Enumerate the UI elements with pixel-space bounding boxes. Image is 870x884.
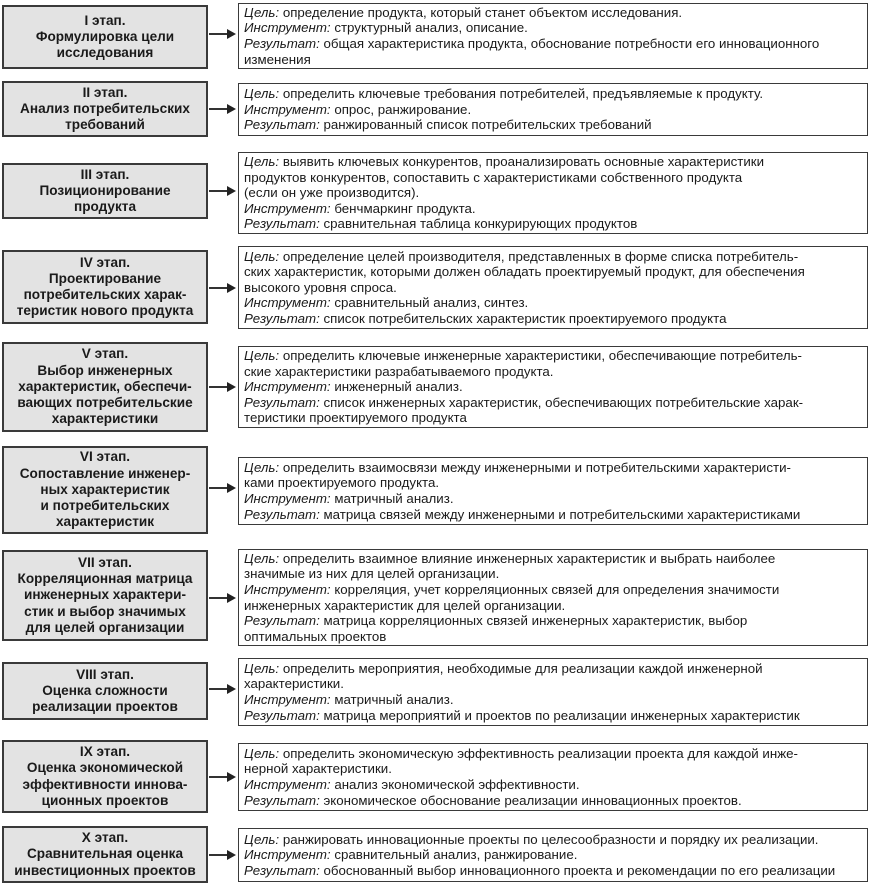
goal-label: Цель: bbox=[244, 86, 280, 102]
goal-text: определить ключевые требования потребителей, предъявляемые к продукту. bbox=[282, 86, 764, 102]
stage-number: IX этап. bbox=[79, 744, 131, 760]
goal-line bbox=[244, 154, 862, 201]
stage-title: Сравнительная оценка инвестиционных проектов bbox=[14, 846, 196, 878]
tool-text: матричный анализ. bbox=[334, 491, 454, 506]
goal-line bbox=[244, 746, 862, 777]
stage-number: IV этап. bbox=[79, 254, 131, 270]
stage-title: Корреляционная матрица инженерных характери- стик и выбор значимых для целей организации bbox=[17, 571, 193, 635]
stage-description bbox=[238, 346, 868, 428]
tool-label: Инструмент: bbox=[244, 379, 331, 395]
stage-box bbox=[2, 81, 208, 137]
stage-title: Анализ потребительских требований bbox=[20, 100, 190, 133]
tool-line bbox=[244, 582, 862, 613]
stage-box bbox=[2, 250, 208, 324]
result-line bbox=[244, 793, 862, 809]
result-label: Результат: bbox=[244, 506, 320, 522]
goal-text: выявить ключевых конкурентов, проанализировать основные характеристики продуктов конкурентов, сопоставить с характеристиками собственного продукта (если он уже производится). bbox=[244, 154, 765, 201]
goal-label: Цель: bbox=[244, 745, 280, 761]
result-line bbox=[244, 613, 862, 644]
tool-line bbox=[244, 847, 862, 863]
result-label: Результат: bbox=[244, 216, 320, 232]
tool-line bbox=[244, 491, 862, 507]
tool-text: бенчмаркинг продукта. bbox=[334, 200, 476, 216]
result-text: матрица мероприятий и проектов по реализации инженерных характеристик bbox=[323, 707, 800, 723]
tool-line bbox=[244, 102, 862, 118]
stage-description bbox=[238, 658, 868, 726]
stage-box bbox=[2, 740, 208, 813]
result-label: Результат: bbox=[244, 117, 320, 133]
goal-text: определить мероприятия, необходимые для реализации каждой инженерной характеристики. bbox=[244, 660, 763, 692]
goal-text: определить ключевые инженерные характеристики, обеспечивающие потребитель- ские характеристики разрабатываемого продукта. bbox=[244, 348, 802, 379]
stage-title: Выбор инженерных характеристик, обеспечи- вающих потребительские характеристики bbox=[17, 362, 193, 427]
result-line bbox=[244, 117, 862, 133]
goal-line bbox=[244, 5, 862, 21]
tool-line bbox=[244, 20, 862, 36]
tool-label: Инструмент: bbox=[244, 200, 331, 216]
stage-title: Проектирование потребительских харак- теристик нового продукта bbox=[16, 270, 194, 319]
tool-line bbox=[244, 692, 862, 708]
tool-label: Инструмент: bbox=[244, 692, 331, 707]
arrow-right-icon bbox=[209, 850, 236, 860]
result-text: матрица связей между инженерными и потребительскими характеристиками bbox=[323, 506, 801, 522]
result-text: ранжированный список потребительских требований bbox=[323, 117, 652, 133]
goal-label: Цель: bbox=[244, 348, 280, 364]
stage-description bbox=[238, 743, 868, 811]
result-label: Результат: bbox=[244, 862, 320, 878]
tool-line bbox=[244, 295, 862, 311]
goal-text: определение целей производителя, представленных в форме списка потребитель- ских характеристик, которыми должен обладать проектируемый продукт, для обеспечения высокого уровня спроса. bbox=[244, 248, 805, 295]
result-line bbox=[244, 507, 862, 523]
stage-number: V этап. bbox=[81, 346, 129, 362]
goal-text: определить взаимосвязи между инженерными и потребительскими характеристи- ками проектируемого продукта. bbox=[244, 459, 791, 491]
result-line bbox=[244, 311, 862, 327]
arrow-right-icon bbox=[209, 772, 236, 782]
tool-label: Инструмент: bbox=[244, 20, 331, 36]
result-text: список инженерных характеристик, обеспечивающих потребительские харак- теристики проектируемого продукта bbox=[244, 394, 804, 426]
result-label: Результат: bbox=[244, 707, 320, 723]
tool-text: сравнительный анализ, синтез. bbox=[334, 295, 529, 311]
arrow-right-icon bbox=[209, 29, 236, 39]
arrow-right-icon bbox=[209, 684, 236, 694]
tool-label: Инструмент: bbox=[244, 847, 331, 863]
goal-line bbox=[244, 661, 862, 692]
tool-line bbox=[244, 201, 862, 217]
result-line bbox=[244, 36, 862, 67]
arrow-right-icon bbox=[209, 382, 236, 392]
goal-label: Цель: bbox=[244, 660, 280, 676]
arrow-right-icon bbox=[209, 283, 236, 293]
stage-number: II этап. bbox=[82, 84, 128, 100]
goal-text: определить экономическую эффективность реализации проекта для каждой инже- нерной характеристики. bbox=[244, 745, 798, 777]
tool-text: корреляция, учет корреляционных связей для определения значимости инженерных характеристик для целей организации. bbox=[244, 581, 780, 613]
goal-label: Цель: bbox=[244, 550, 280, 566]
stage-box bbox=[2, 662, 208, 720]
stage-box bbox=[2, 550, 208, 641]
result-label: Результат: bbox=[244, 310, 320, 326]
tool-label: Инструмент: bbox=[244, 101, 331, 117]
result-label: Результат: bbox=[244, 792, 320, 808]
tool-line bbox=[244, 777, 862, 793]
result-line bbox=[244, 863, 862, 879]
goal-text: определение продукта, который станет объектом исследования. bbox=[282, 4, 683, 20]
goal-label: Цель: bbox=[244, 154, 280, 170]
result-label: Результат: bbox=[244, 613, 320, 629]
arrow-right-icon bbox=[209, 104, 236, 114]
stage-number: III этап. bbox=[80, 166, 130, 182]
goal-label: Цель: bbox=[244, 248, 280, 264]
stage-description bbox=[238, 246, 868, 329]
stage-number: VI этап. bbox=[79, 449, 131, 465]
arrow-right-icon bbox=[209, 186, 236, 196]
goal-line bbox=[244, 460, 862, 491]
goal-label: Цель: bbox=[244, 831, 280, 847]
goal-label: Цель: bbox=[244, 4, 280, 20]
result-text: матрица корреляционных связей инженерных характеристик, выбор оптимальных проектов bbox=[244, 613, 748, 644]
tool-line bbox=[244, 379, 862, 395]
tool-text: анализ экономической эффективности. bbox=[334, 777, 580, 792]
stage-description bbox=[238, 828, 868, 882]
result-text: обоснованный выбор инновационного проекта и рекомендации по его реализации bbox=[323, 862, 836, 878]
stage-box bbox=[2, 446, 208, 534]
stage-title: Формулировка цели исследования bbox=[35, 28, 175, 61]
result-line bbox=[244, 216, 862, 232]
tool-text: сравнительный анализ, ранжирование. bbox=[334, 847, 578, 863]
stage-description bbox=[238, 3, 868, 69]
result-line bbox=[244, 395, 862, 426]
goal-line bbox=[244, 348, 862, 379]
tool-text: инженерный анализ. bbox=[334, 379, 463, 395]
stage-title: Оценка сложности реализации проектов bbox=[32, 682, 178, 715]
stage-title: Сопоставление инженер- ных характеристик и потребительских характеристик bbox=[19, 465, 191, 530]
stage-box bbox=[2, 342, 208, 432]
goal-line bbox=[244, 832, 862, 848]
goal-text: определить взаимное влияние инженерных характеристик и выбрать наиболее значимые из них для целей организации. bbox=[244, 550, 776, 582]
result-text: список потребительских характеристик проектируемого продукта bbox=[323, 310, 727, 326]
result-label: Результат: bbox=[244, 394, 320, 410]
stage-description bbox=[238, 152, 868, 234]
stage-description bbox=[238, 549, 868, 646]
tool-label: Инструмент: bbox=[244, 295, 331, 311]
goal-label: Цель: bbox=[244, 459, 280, 475]
result-text: сравнительная таблица конкурирующих продуктов bbox=[323, 216, 638, 232]
goal-line bbox=[244, 249, 862, 296]
goal-line bbox=[244, 86, 862, 102]
tool-label: Инструмент: bbox=[244, 491, 331, 506]
arrow-right-icon bbox=[209, 593, 236, 603]
result-line bbox=[244, 708, 862, 724]
tool-label: Инструмент: bbox=[244, 777, 331, 792]
stage-title: Позиционирование продукта bbox=[39, 182, 171, 215]
result-text: общая характеристика продукта, обоснование потребности его инновационного изменения bbox=[244, 36, 820, 67]
stage-box bbox=[2, 826, 208, 883]
stage-box bbox=[2, 163, 208, 219]
arrow-right-icon bbox=[209, 483, 236, 493]
stage-description bbox=[238, 83, 868, 136]
stage-number: VII этап. bbox=[78, 554, 132, 570]
tool-text: структурный анализ, описание. bbox=[334, 20, 528, 36]
stage-number: X этап. bbox=[81, 830, 129, 846]
stage-title: Оценка экономической эффективности иннова- ционных проектов bbox=[22, 760, 188, 808]
result-text: экономическое обоснование реализации инновационных проектов. bbox=[323, 792, 742, 808]
stage-box bbox=[2, 5, 208, 69]
tool-label: Инструмент: bbox=[244, 581, 331, 597]
tool-text: опрос, ранжирование. bbox=[334, 101, 472, 117]
goal-text: ранжировать инновационные проекты по целесообразности и порядку их реализации. bbox=[282, 831, 819, 847]
stage-number: I этап. bbox=[84, 12, 126, 28]
tool-text: матричный анализ. bbox=[334, 692, 454, 707]
result-label: Результат: bbox=[244, 36, 320, 51]
stage-number: VIII этап. bbox=[76, 666, 134, 682]
goal-line bbox=[244, 551, 862, 582]
stage-description bbox=[238, 457, 868, 525]
